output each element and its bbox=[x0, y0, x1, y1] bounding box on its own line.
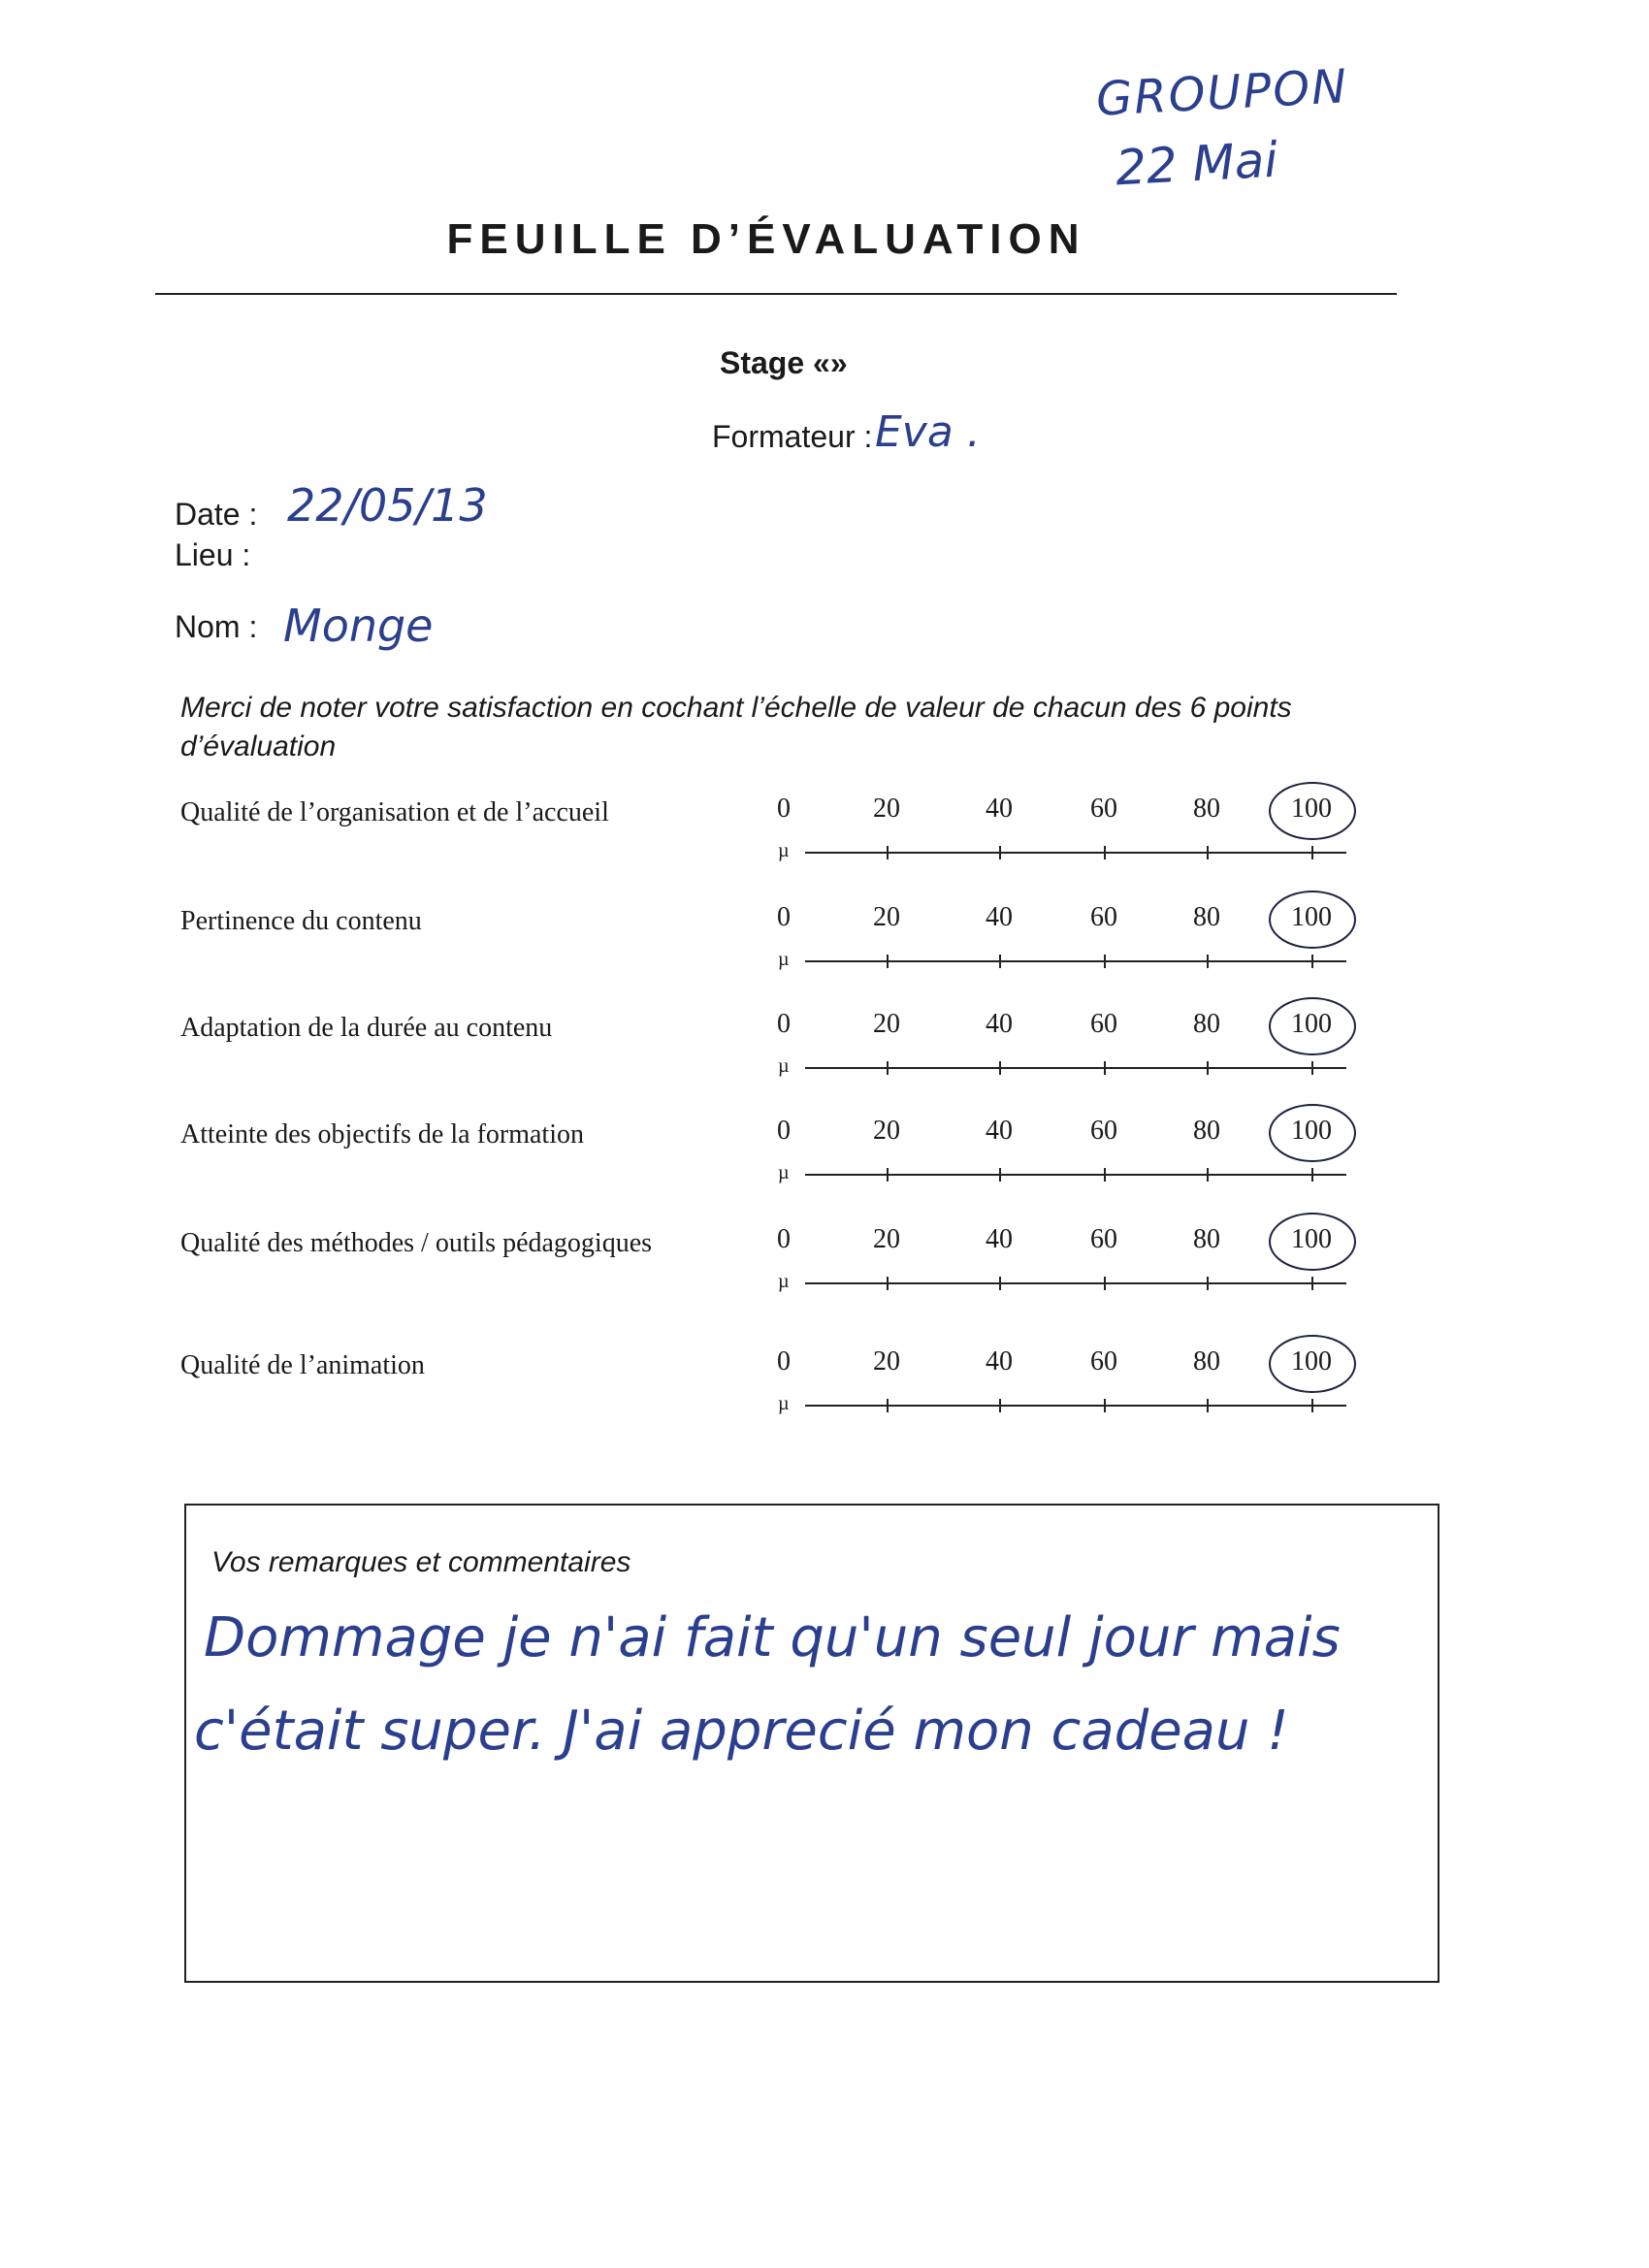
rating-scale-line[interactable] bbox=[805, 852, 1346, 854]
scale-origin-mark: µ bbox=[778, 949, 790, 970]
date-value[interactable]: 22/05/13 bbox=[287, 479, 488, 532]
place-label: Lieu : bbox=[175, 537, 251, 572]
scale-value-60[interactable]: 60 bbox=[1090, 1009, 1117, 1039]
scale-value-40[interactable]: 40 bbox=[986, 1116, 1013, 1146]
scale-value-60[interactable]: 60 bbox=[1090, 1116, 1117, 1146]
scale-value-0[interactable]: 0 bbox=[777, 1224, 791, 1254]
selected-value-circle bbox=[1269, 1104, 1356, 1162]
criterion-label: Pertinence du contenu bbox=[180, 906, 422, 936]
document-title: FEUILLE D’ÉVALUATION bbox=[446, 215, 1086, 263]
scale-value-40[interactable]: 40 bbox=[986, 794, 1013, 824]
scale-value-20[interactable]: 20 bbox=[873, 902, 900, 932]
comments-heading: Vos remarques et commentaires bbox=[211, 1546, 631, 1578]
handwritten-note-date: 22 Mai bbox=[1114, 131, 1279, 197]
selected-value-circle bbox=[1269, 782, 1356, 840]
rating-scale-line[interactable] bbox=[805, 1282, 1346, 1284]
name-label: Nom : bbox=[175, 609, 258, 644]
scale-value-100[interactable]: 100 bbox=[1291, 1224, 1332, 1254]
rating-scale-line[interactable] bbox=[805, 1174, 1346, 1176]
scale-value-0[interactable]: 0 bbox=[777, 794, 791, 824]
scale-value-100[interactable]: 100 bbox=[1291, 1009, 1332, 1039]
scale-value-60[interactable]: 60 bbox=[1090, 794, 1117, 824]
scale-value-80[interactable]: 80 bbox=[1193, 1009, 1220, 1039]
scale-value-20[interactable]: 20 bbox=[873, 1009, 900, 1039]
scale-value-40[interactable]: 40 bbox=[986, 1009, 1013, 1039]
criterion-label: Qualité des méthodes / outils pédagogiques bbox=[180, 1228, 653, 1258]
scale-value-100[interactable]: 100 bbox=[1291, 1346, 1332, 1377]
scale-value-40[interactable]: 40 bbox=[986, 1224, 1013, 1254]
selected-value-circle bbox=[1269, 1213, 1356, 1271]
name-value[interactable]: Monge bbox=[283, 599, 434, 652]
title-divider bbox=[155, 293, 1397, 295]
rating-scale-line[interactable] bbox=[805, 960, 1346, 962]
comment-text-line-1: Dommage je n'ai fait qu'un seul jour mais bbox=[204, 1606, 1341, 1669]
selected-value-circle bbox=[1269, 997, 1356, 1055]
date-label: Date : bbox=[175, 497, 258, 532]
rating-scale-line[interactable] bbox=[805, 1067, 1346, 1069]
criterion-label: Adaptation de la durée au contenu bbox=[180, 1013, 553, 1043]
comment-text-line-2: c'était super. J'ai apprecié mon cadeau ! bbox=[194, 1700, 1289, 1763]
scale-value-80[interactable]: 80 bbox=[1193, 794, 1220, 824]
scale-value-0[interactable]: 0 bbox=[777, 1009, 791, 1039]
scale-origin-mark: µ bbox=[778, 840, 790, 861]
scale-value-100[interactable]: 100 bbox=[1291, 902, 1332, 932]
scale-origin-mark: µ bbox=[778, 1271, 790, 1292]
trainer-value[interactable]: Eva . bbox=[875, 407, 981, 457]
scale-value-80[interactable]: 80 bbox=[1193, 1116, 1220, 1146]
trainer-label: Formateur : bbox=[712, 419, 873, 454]
scale-value-20[interactable]: 20 bbox=[873, 1224, 900, 1254]
scale-value-0[interactable]: 0 bbox=[777, 1116, 791, 1146]
criterion-label: Qualité de l’animation bbox=[180, 1350, 425, 1380]
scale-value-0[interactable]: 0 bbox=[777, 1346, 791, 1377]
scale-value-40[interactable]: 40 bbox=[986, 902, 1013, 932]
scale-value-80[interactable]: 80 bbox=[1193, 1224, 1220, 1254]
scale-value-60[interactable]: 60 bbox=[1090, 1224, 1117, 1254]
selected-value-circle bbox=[1269, 891, 1356, 949]
scale-value-60[interactable]: 60 bbox=[1090, 902, 1117, 932]
criterion-label: Atteinte des objectifs de la formation bbox=[180, 1119, 584, 1150]
scale-value-20[interactable]: 20 bbox=[873, 1346, 900, 1377]
criterion-label: Qualité de l’organisation et de l’accueil bbox=[180, 797, 609, 827]
scale-origin-mark: µ bbox=[778, 1162, 790, 1183]
scale-value-20[interactable]: 20 bbox=[873, 1116, 900, 1146]
scale-value-60[interactable]: 60 bbox=[1090, 1346, 1117, 1377]
scale-origin-mark: µ bbox=[778, 1393, 790, 1414]
scale-origin-mark: µ bbox=[778, 1055, 790, 1077]
scale-value-80[interactable]: 80 bbox=[1193, 902, 1220, 932]
rating-scale-line[interactable] bbox=[805, 1405, 1346, 1407]
handwritten-note-company: GROUPON bbox=[1094, 59, 1350, 127]
selected-value-circle bbox=[1269, 1335, 1356, 1393]
scale-value-100[interactable]: 100 bbox=[1291, 794, 1332, 824]
scale-value-20[interactable]: 20 bbox=[873, 794, 900, 824]
instructions-text: Merci de noter votre satisfaction en cochant l’échelle de valeur de chacun des 6 points d’évaluation bbox=[180, 692, 1292, 762]
scale-value-0[interactable]: 0 bbox=[777, 902, 791, 932]
scale-value-80[interactable]: 80 bbox=[1193, 1346, 1220, 1377]
scale-value-100[interactable]: 100 bbox=[1291, 1116, 1332, 1146]
stage-label: Stage «» bbox=[720, 345, 848, 380]
scale-value-40[interactable]: 40 bbox=[986, 1346, 1013, 1377]
